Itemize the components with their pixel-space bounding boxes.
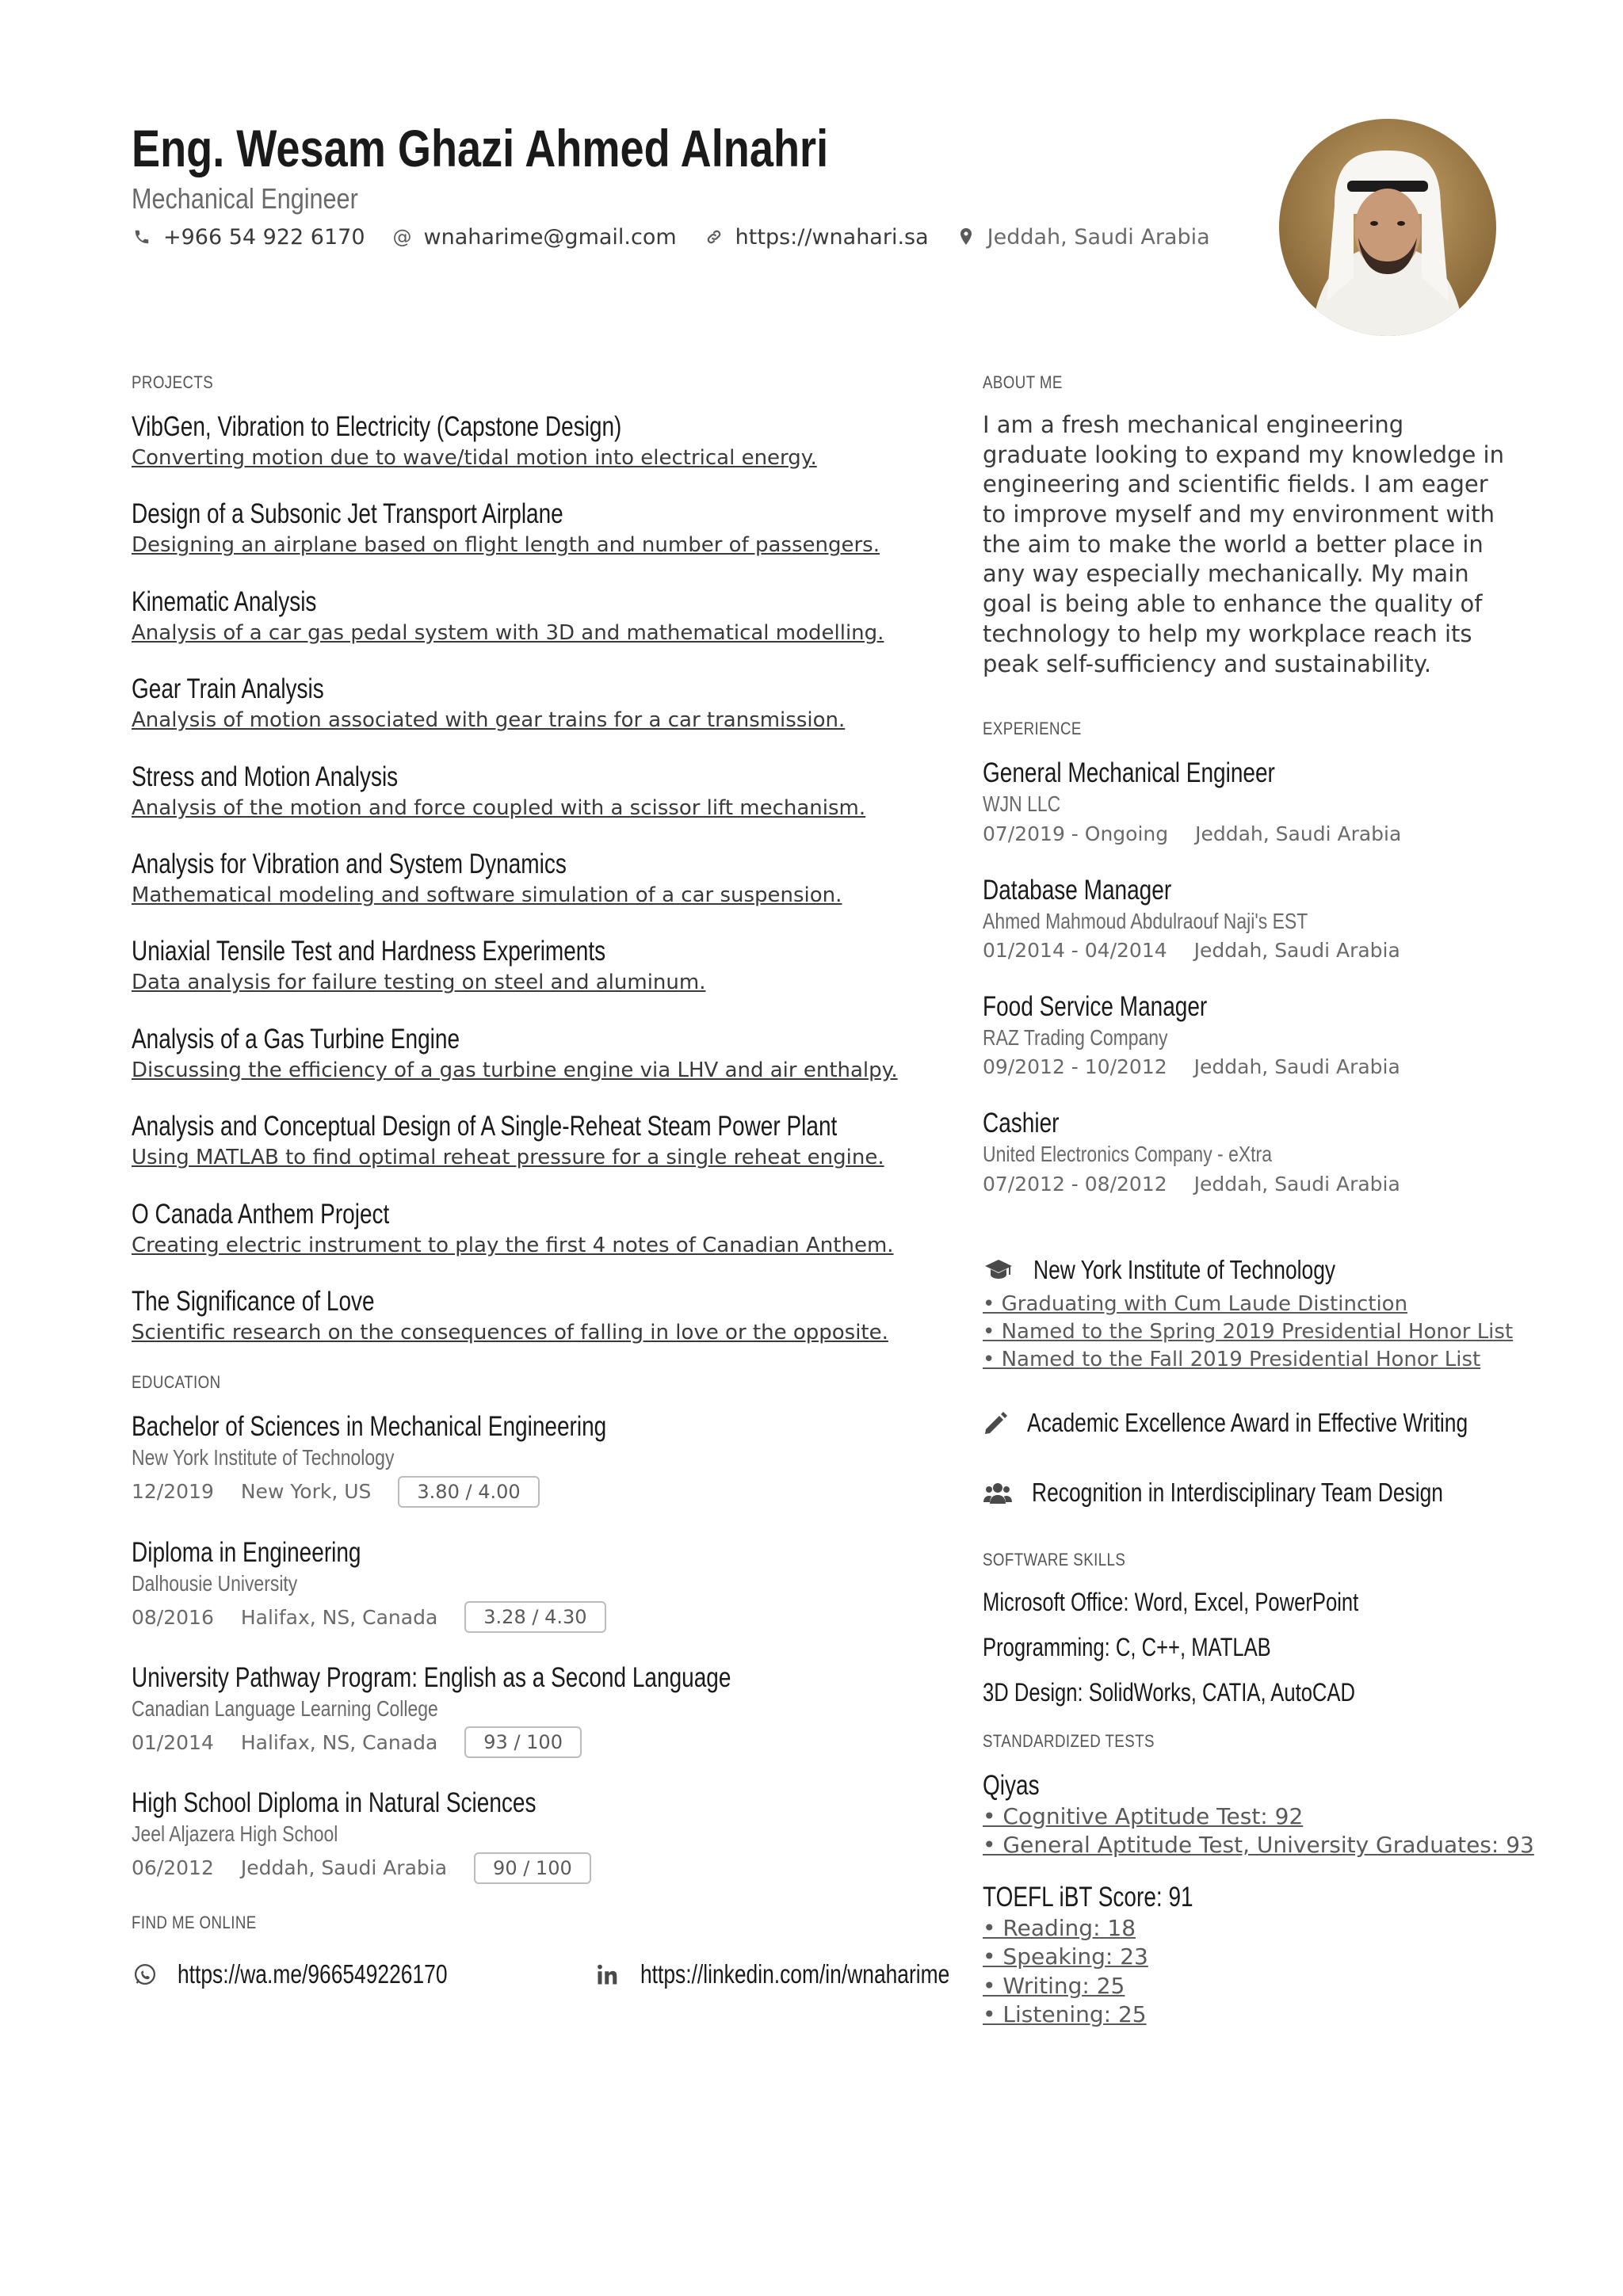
- education-item: [132, 1536, 876, 1633]
- email-contact[interactable]: [392, 225, 677, 250]
- education-location: New York, US: [240, 1480, 372, 1504]
- resume-header: [132, 119, 1281, 250]
- company-name: WJN LLC: [983, 791, 1061, 817]
- award-point[interactable]: • Named to the Fall 2019 Presidential Honor List: [983, 1347, 1481, 1371]
- online-heading: FIND ME ONLINE: [132, 1912, 257, 1932]
- whatsapp-link[interactable]: [132, 1958, 515, 1990]
- education-location: Jeddah, Saudi Arabia: [240, 1856, 448, 1880]
- job-role: Cashier: [983, 1108, 1060, 1139]
- school-name: Canadian Language Learning College: [132, 1696, 438, 1722]
- at-icon: @: [392, 226, 412, 249]
- degree-title: University Pathway Program: English as a Second Language: [132, 1662, 731, 1694]
- degree-title: Bachelor of Sciences in Mechanical Engineering: [132, 1411, 607, 1443]
- project-title: VibGen, Vibration to Electricity (Capstone Design): [132, 411, 622, 442]
- project-item: [132, 498, 880, 559]
- project-title: Stress and Motion Analysis: [132, 761, 399, 792]
- skills-list: [983, 1588, 1506, 1707]
- candidate-name: Eng. Wesam Ghazi Ahmed Alnahri: [132, 119, 829, 177]
- experience-item: [983, 757, 1506, 845]
- email-text: wnaharime@gmail.com: [423, 224, 677, 250]
- experience-heading: EXPERIENCE: [983, 719, 1082, 739]
- grade-badge: 3.28 / 4.30: [464, 1601, 605, 1633]
- project-description[interactable]: Creating electric instrument to play the first 4 notes of Canadian Anthem.: [132, 1233, 894, 1257]
- experience-meta: [983, 1173, 1506, 1196]
- awards-list: [983, 1254, 1514, 1508]
- project-item: [132, 848, 876, 910]
- project-description[interactable]: Scientific research on the consequences of falling in love or the opposite.: [132, 1320, 888, 1344]
- job-dates: 07/2012 - 08/2012: [983, 1172, 1167, 1196]
- test-item: [983, 1881, 1506, 2030]
- project-title: The Significance of Love: [132, 1285, 375, 1317]
- test-score[interactable]: • Speaking: 23: [983, 1943, 1148, 1970]
- experience-list: [983, 757, 1506, 1196]
- tests-list: [983, 1769, 1534, 2029]
- test-score[interactable]: • Writing: 25: [983, 1972, 1125, 1999]
- degree-title: High School Diploma in Natural Sciences: [132, 1787, 537, 1819]
- project-item: [132, 585, 884, 647]
- project-title: Kinematic Analysis: [132, 585, 317, 617]
- skill-item: Programming: C, C++, MATLAB: [983, 1633, 1271, 1662]
- project-description[interactable]: Discussing the efficiency of a gas turbine engine via LHV and air enthalpy.: [132, 1058, 898, 1082]
- phone-text: +966 54 922 6170: [163, 224, 365, 250]
- test-score[interactable]: • Listening: 25: [983, 2000, 1147, 2027]
- location-pin-icon: [956, 227, 976, 247]
- education-item: [132, 1787, 876, 1883]
- project-title: Analysis for Vibration and System Dynamics: [132, 848, 567, 879]
- project-title: Analysis and Conceptual Design of A Single-Reheat Steam Power Plant: [132, 1111, 838, 1142]
- company-name: Ahmed Mahmoud Abdulraouf Naji's EST: [983, 908, 1308, 933]
- projects-list: [132, 410, 898, 1347]
- skills-heading: SOFTWARE SKILLS: [983, 1550, 1126, 1570]
- linkedin-icon: [594, 1961, 621, 1988]
- test-score[interactable]: • Cognitive Aptitude Test: 92: [983, 1803, 1304, 1830]
- project-item: [132, 1285, 888, 1347]
- experience-meta: [983, 1055, 1506, 1078]
- project-item: [132, 410, 876, 472]
- project-title: Uniaxial Tensile Test and Hardness Experiments: [132, 936, 606, 967]
- award-points: [983, 1291, 1514, 1374]
- profile-photo: [1279, 119, 1496, 336]
- education-item: [132, 1661, 876, 1758]
- location-contact: [956, 225, 1210, 250]
- job-dates: 09/2012 - 10/2012: [983, 1055, 1167, 1079]
- education-date: 01/2014: [132, 1730, 214, 1754]
- project-title: Analysis of a Gas Turbine Engine: [132, 1023, 460, 1055]
- test-title: Qiyas: [983, 1770, 1040, 1802]
- project-item: [132, 1023, 898, 1085]
- award-item: [983, 1477, 1506, 1508]
- test-score[interactable]: • General Aptitude Test, University Graduates: 93: [983, 1832, 1534, 1859]
- job-role: Database Manager: [983, 874, 1172, 906]
- company-name: United Electronics Company - eXtra: [983, 1142, 1272, 1167]
- project-description[interactable]: Analysis of the motion and force coupled with a scissor lift mechanism.: [132, 795, 866, 820]
- award-point[interactable]: • Named to the Spring 2019 Presidential Honor List: [983, 1319, 1514, 1344]
- project-description[interactable]: Converting motion due to wave/tidal motion into electrical energy.: [132, 446, 817, 470]
- grade-badge: 90 / 100: [474, 1852, 591, 1884]
- grade-badge: 3.80 / 4.00: [398, 1476, 539, 1508]
- project-description[interactable]: Mathematical modeling and software simulation of a car suspension.: [132, 883, 842, 907]
- education-heading: EDUCATION: [132, 1372, 221, 1393]
- graduation-cap-icon: [983, 1254, 1014, 1286]
- company-name: RAZ Trading Company: [983, 1024, 1168, 1050]
- education-date: 08/2016: [132, 1605, 214, 1629]
- candidate-title: Mechanical Engineer: [132, 181, 358, 215]
- project-description[interactable]: Using MATLAB to find optimal reheat pressure for a single reheat engine.: [132, 1146, 884, 1170]
- website-text: https://wnahari.sa: [735, 224, 929, 250]
- education-location: Halifax, NS, Canada: [240, 1730, 438, 1754]
- education-meta: [132, 1726, 876, 1758]
- school-name: Dalhousie University: [132, 1570, 298, 1596]
- tests-heading: STANDARDIZED TESTS: [983, 1731, 1155, 1752]
- job-location: Jeddah, Saudi Arabia: [1195, 822, 1402, 845]
- test-title: TOEFL iBT Score: 91: [983, 1881, 1193, 1913]
- award-point[interactable]: • Graduating with Cum Laude Distinction: [983, 1291, 1408, 1316]
- project-title: O Canada Anthem Project: [132, 1198, 390, 1230]
- experience-item: [983, 1107, 1506, 1195]
- project-title: Design of a Subsonic Jet Transport Airplane: [132, 498, 563, 530]
- right-column: [983, 372, 1534, 2029]
- project-item: [132, 673, 876, 734]
- job-role: Food Service Manager: [983, 990, 1208, 1022]
- whatsapp-url: https://wa.me/966549226170: [178, 1958, 448, 1989]
- grade-badge: 93 / 100: [464, 1726, 582, 1758]
- experience-item: [983, 874, 1506, 962]
- project-item: [132, 1198, 894, 1260]
- skill-item: Microsoft Office: Word, Excel, PowerPoint: [983, 1588, 1359, 1617]
- award-item: [983, 1254, 1506, 1286]
- education-date: 12/2019: [132, 1480, 214, 1504]
- projects-heading: PROJECTS: [132, 372, 214, 392]
- linkedin-url: https://linkedin.com/in/wnaharime: [640, 1958, 949, 1989]
- test-score[interactable]: • Reading: 18: [983, 1914, 1136, 1941]
- linkedin-link[interactable]: [594, 1958, 1027, 1990]
- experience-meta: [983, 822, 1506, 845]
- award-item: [983, 1407, 1506, 1439]
- online-links: [132, 1958, 949, 1990]
- job-location: Jeddah, Saudi Arabia: [1193, 1172, 1400, 1196]
- job-location: Jeddah, Saudi Arabia: [1193, 1055, 1400, 1079]
- project-description[interactable]: Analysis of a car gas pedal system with 3D and mathematical modelling.: [132, 620, 884, 645]
- award-title: Academic Excellence Award in Effective Writing: [1027, 1408, 1468, 1438]
- project-title: Gear Train Analysis: [132, 673, 324, 705]
- contact-row: [132, 225, 1281, 250]
- test-points: [983, 1914, 1506, 2030]
- education-meta: [132, 1601, 876, 1633]
- job-location: Jeddah, Saudi Arabia: [1193, 938, 1400, 962]
- job-dates: 01/2014 - 04/2014: [983, 938, 1167, 962]
- experience-meta: [983, 939, 1506, 962]
- project-description[interactable]: Data analysis for failure testing on steel and aluminum.: [132, 971, 706, 995]
- project-description[interactable]: Designing an airplane based on flight length and number of passengers.: [132, 533, 880, 558]
- education-meta: [132, 1852, 876, 1884]
- project-item: [132, 1110, 884, 1172]
- education-meta: [132, 1476, 876, 1508]
- left-column: [132, 372, 949, 1989]
- degree-title: Diploma in Engineering: [132, 1536, 361, 1568]
- education-location: Halifax, NS, Canada: [240, 1605, 438, 1629]
- job-dates: 07/2019 - Ongoing: [983, 822, 1169, 845]
- phone-icon: [132, 227, 152, 247]
- location-text: Jeddah, Saudi Arabia: [987, 224, 1210, 250]
- job-role: General Mechanical Engineer: [983, 757, 1275, 789]
- pencil-icon: [983, 1407, 1008, 1439]
- school-name: Jeel Aljazera High School: [132, 1821, 338, 1847]
- test-item: [983, 1769, 1534, 1860]
- website-contact[interactable]: [704, 225, 929, 250]
- whatsapp-icon: [132, 1961, 158, 1988]
- project-item: [132, 761, 876, 822]
- education-list: [132, 1410, 876, 1884]
- test-points: [983, 1802, 1534, 1860]
- about-heading: ABOUT ME: [983, 372, 1063, 392]
- phone-contact[interactable]: [132, 225, 365, 250]
- project-item: [132, 935, 876, 997]
- project-description[interactable]: Analysis of motion associated with gear trains for a car transmission.: [132, 708, 846, 733]
- education-item: [132, 1410, 876, 1507]
- education-date: 06/2012: [132, 1856, 214, 1880]
- users-icon: [983, 1477, 1013, 1508]
- award-title: Recognition in Interdisciplinary Team Design: [1032, 1478, 1443, 1508]
- about-text: I am a fresh mechanical engineering graduate looking to expand my knowledge in engineering and scientific fields. I am eager to improve myself and my environment with the aim to make the world a better place in any way especially mechanically. My main goal is being able to enhance the quality of technology to help my workplace reach its peak self-sufficiency and sustainability.: [983, 411, 1504, 677]
- award-title: New York Institute of Technology: [1033, 1254, 1336, 1284]
- link-icon: [704, 227, 724, 247]
- school-name: New York Institute of Technology: [132, 1445, 395, 1470]
- experience-item: [983, 990, 1506, 1078]
- skill-item: 3D Design: SolidWorks, CATIA, AutoCAD: [983, 1678, 1355, 1707]
